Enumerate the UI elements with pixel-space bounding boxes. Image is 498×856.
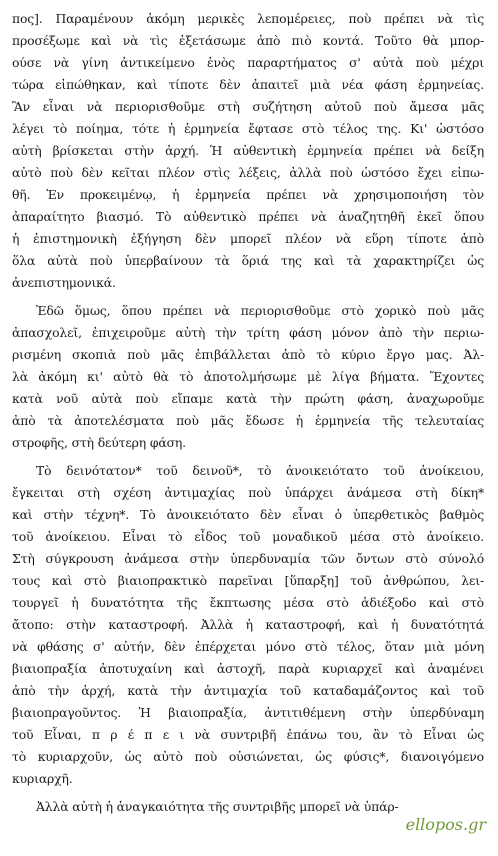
text-line: Τὸ δεινότατον* τοῦ δεινοῦ*, τὸ ἀνοικειότατο τοῦ ἀνοίκειου,	[36, 463, 484, 478]
text-line: Στὴ σύγκρουση ἀνάμεσα στὴν ὑπερδυναμία τῶν ὄντων στὸ σύνολό	[12, 551, 484, 566]
text-line: κατὰ νοῦ αὐτὰ ποὺ εἴπαμε κατὰ τὴν πρώτη φάση, ἀναχωροῦμε	[12, 391, 484, 406]
text-line: τους καὶ στὸ βιαιοπρακτικὸ παρεῖναι [ὕπαρξη] τοῦ ἀνθρώπου, λει-	[12, 573, 484, 588]
text-line: Ἂν εἶναι νὰ περιορισθοῦμε στὴ συζήτηση αὐτοῦ ποὺ ἄμεσα μᾶς	[12, 99, 484, 114]
document-page	[12, 8, 484, 814]
text-line: ρισμένη σκοπιὰ ποὺ μᾶς ἐπιβάλλεται ἀπὸ τὸ κύριο ἔργο μας. Ἀλ-	[12, 347, 484, 362]
text-line: λὰ ἀκόμη κι' αὐτὸ θὰ τὸ ἀποτολμήσωμε μὲ λίγα βήματα. Ἔχοντες	[12, 369, 484, 384]
paragraph	[12, 460, 484, 790]
text-line: τὸ κυριαρχοῦν, ὡς αὐτὸ ποὺ οὐσιώνεται, ὡς φύσις*, διανοιγόμενο	[12, 749, 484, 764]
text-line: κυριαρχῆ.	[12, 771, 73, 786]
text-line: ἄτοπο: στὴν καταστροφή. Ἀλλὰ ἡ καταστροφή, καὶ ἡ δυνατότητά	[12, 617, 484, 632]
text-line: ἀπὸ τὴν ἀρχή, κατὰ τὴν ἀντιμαχία τοῦ καταδαμάζοντος καὶ τοῦ	[12, 683, 484, 698]
text-line: ἡ ἐπιστημονικὴ ἐξήγηση δὲν μπορεῖ πλέον νὰ εὕρη τίποτε ἀπὸ	[12, 231, 484, 246]
text-line: νὰ φθάσης σ' αὐτήν, δὲν ἐπέρχεται μόνο στὸ τέλος, ὅταν μιὰ μόνη	[12, 639, 484, 654]
text-line: αὐτὴ βρίσκεται στὴν ἀρχή. Ἡ αὐθεντικὴ ἑρμηνεία πρέπει νὰ δείξη	[12, 143, 484, 158]
text-line: Ἀλλὰ αὐτὴ ἡ ἀναγκαιότητα τῆς συντριβῆς μπορεῖ νὰ ὑπάρ-	[36, 799, 399, 814]
watermark-ellopos: ellopos.gr	[405, 815, 486, 834]
text-line: ἀνεπιστημονικά.	[12, 275, 116, 290]
text-line: αὐτὸ ποὺ δὲν κεῖται πλέον στὶς λέξεις, ἀλλὰ ποὺ ὡστόσο ἔχει εἰπω-	[12, 165, 484, 180]
text-line: πος]. Παραμένουν ἀκόμη μερικὲς λεπομέρειες, ποὺ πρέπει νὰ τὶς	[12, 11, 484, 26]
text-line: βιαιοπραξία ἀποτυχαίνη καὶ ἀστοχῆ, παρὰ κυριαρχεῖ καὶ ἀναμένει	[12, 661, 484, 676]
text-line: βιαιοπραγοῦντος. Ἡ βιαιοπραξία, ἀντιτιθέμενη στὴν ὑπερδύναμη	[12, 705, 484, 720]
text-line: στροφῆς, στὴ δεύτερη φάση.	[12, 435, 186, 450]
text-line: καὶ στὴν τέχνη*. Τὸ ἀνοικειότατο δὲν εἶναι ὁ ὑπερθετικὸς βαθμὸς	[12, 507, 484, 522]
paragraph	[12, 8, 484, 294]
text-line: τουργεῖ ἡ δυνατότητα τῆς ἔκπτωσης μέσα στὸ ἀδιέξοδο καὶ στὸ	[12, 595, 484, 610]
text-line: Ἐδῶ ὅμως, ὅπου πρέπει νὰ περιορισθοῦμε στὸ χορικὸ ποὺ μᾶς	[36, 303, 484, 318]
text-line: προσέξωμε καὶ νὰ τὶς ἐξετάσωμε ἀπὸ πιὸ κοντά. Τοῦτο θὰ μπορ-	[12, 33, 484, 48]
text-line: θῆ. Ἐν προκειμένῳ, ἡ ἑρμηνεία πρέπει νὰ χρησιμοποιήση τὸν	[12, 187, 484, 202]
text-line: τώρα εἰπώθηκαν, καὶ τίποτε δὲν ἀπαιτεῖ μιὰ νέα φάση ἑρμηνείας.	[12, 77, 484, 92]
text-line: ἔγκειται στὴ σχέση ἀντιμαχίας ποὺ ὑπάρχει ἀνάμεσα στὴ δίκη*	[12, 485, 484, 500]
text-line: ούσε νὰ γίνη ἀντικείμενο ἑνὸς παραρτήματος σ' αὐτὰ ποὺ μέχρι	[12, 55, 484, 70]
text-line: ἀπὸ τὰ ἀποτελέσματα ποὺ μᾶς ἔδωσε ἡ ἑρμηνεία τῆς τελευταίας	[12, 413, 484, 428]
text-line: ἀπασχολεῖ, ἐπιχειροῦμε αὐτὴ τὴν τρίτη φάση μόνον ἀπὸ τὴν περιω-	[12, 325, 484, 340]
text-line: τοῦ Εἶναι, π ρ έ π ε ι νὰ συντριβῆ ἐπάνω του, ἂν τὸ Εἶναι ὡς	[12, 727, 484, 742]
text-line: ἀπαραίτητο βιασμό. Τὸ αὐθεντικὸ πρέπει νὰ ἀναζητηθῆ ἐκεῖ ὅπου	[12, 209, 484, 224]
paragraph	[12, 300, 484, 454]
text-line: λέγει τὸ ποίημα, τότε ἡ ἑρμηνεία ἔφτασε στὸ τέλος της. Κι' ὡστόσο	[12, 121, 484, 136]
text-line: ὅλα αὐτὰ ποὺ ὑπερβαίνουν τὰ ὅριά της καὶ τὰ χαρακτηρίζει ὡς	[12, 253, 484, 268]
text-line: τοῦ ἀνοίκειου. Εἶναι τὸ εἶδος τοῦ μοναδικοῦ μέσα στὸ ἀνοίκειο.	[12, 529, 484, 544]
